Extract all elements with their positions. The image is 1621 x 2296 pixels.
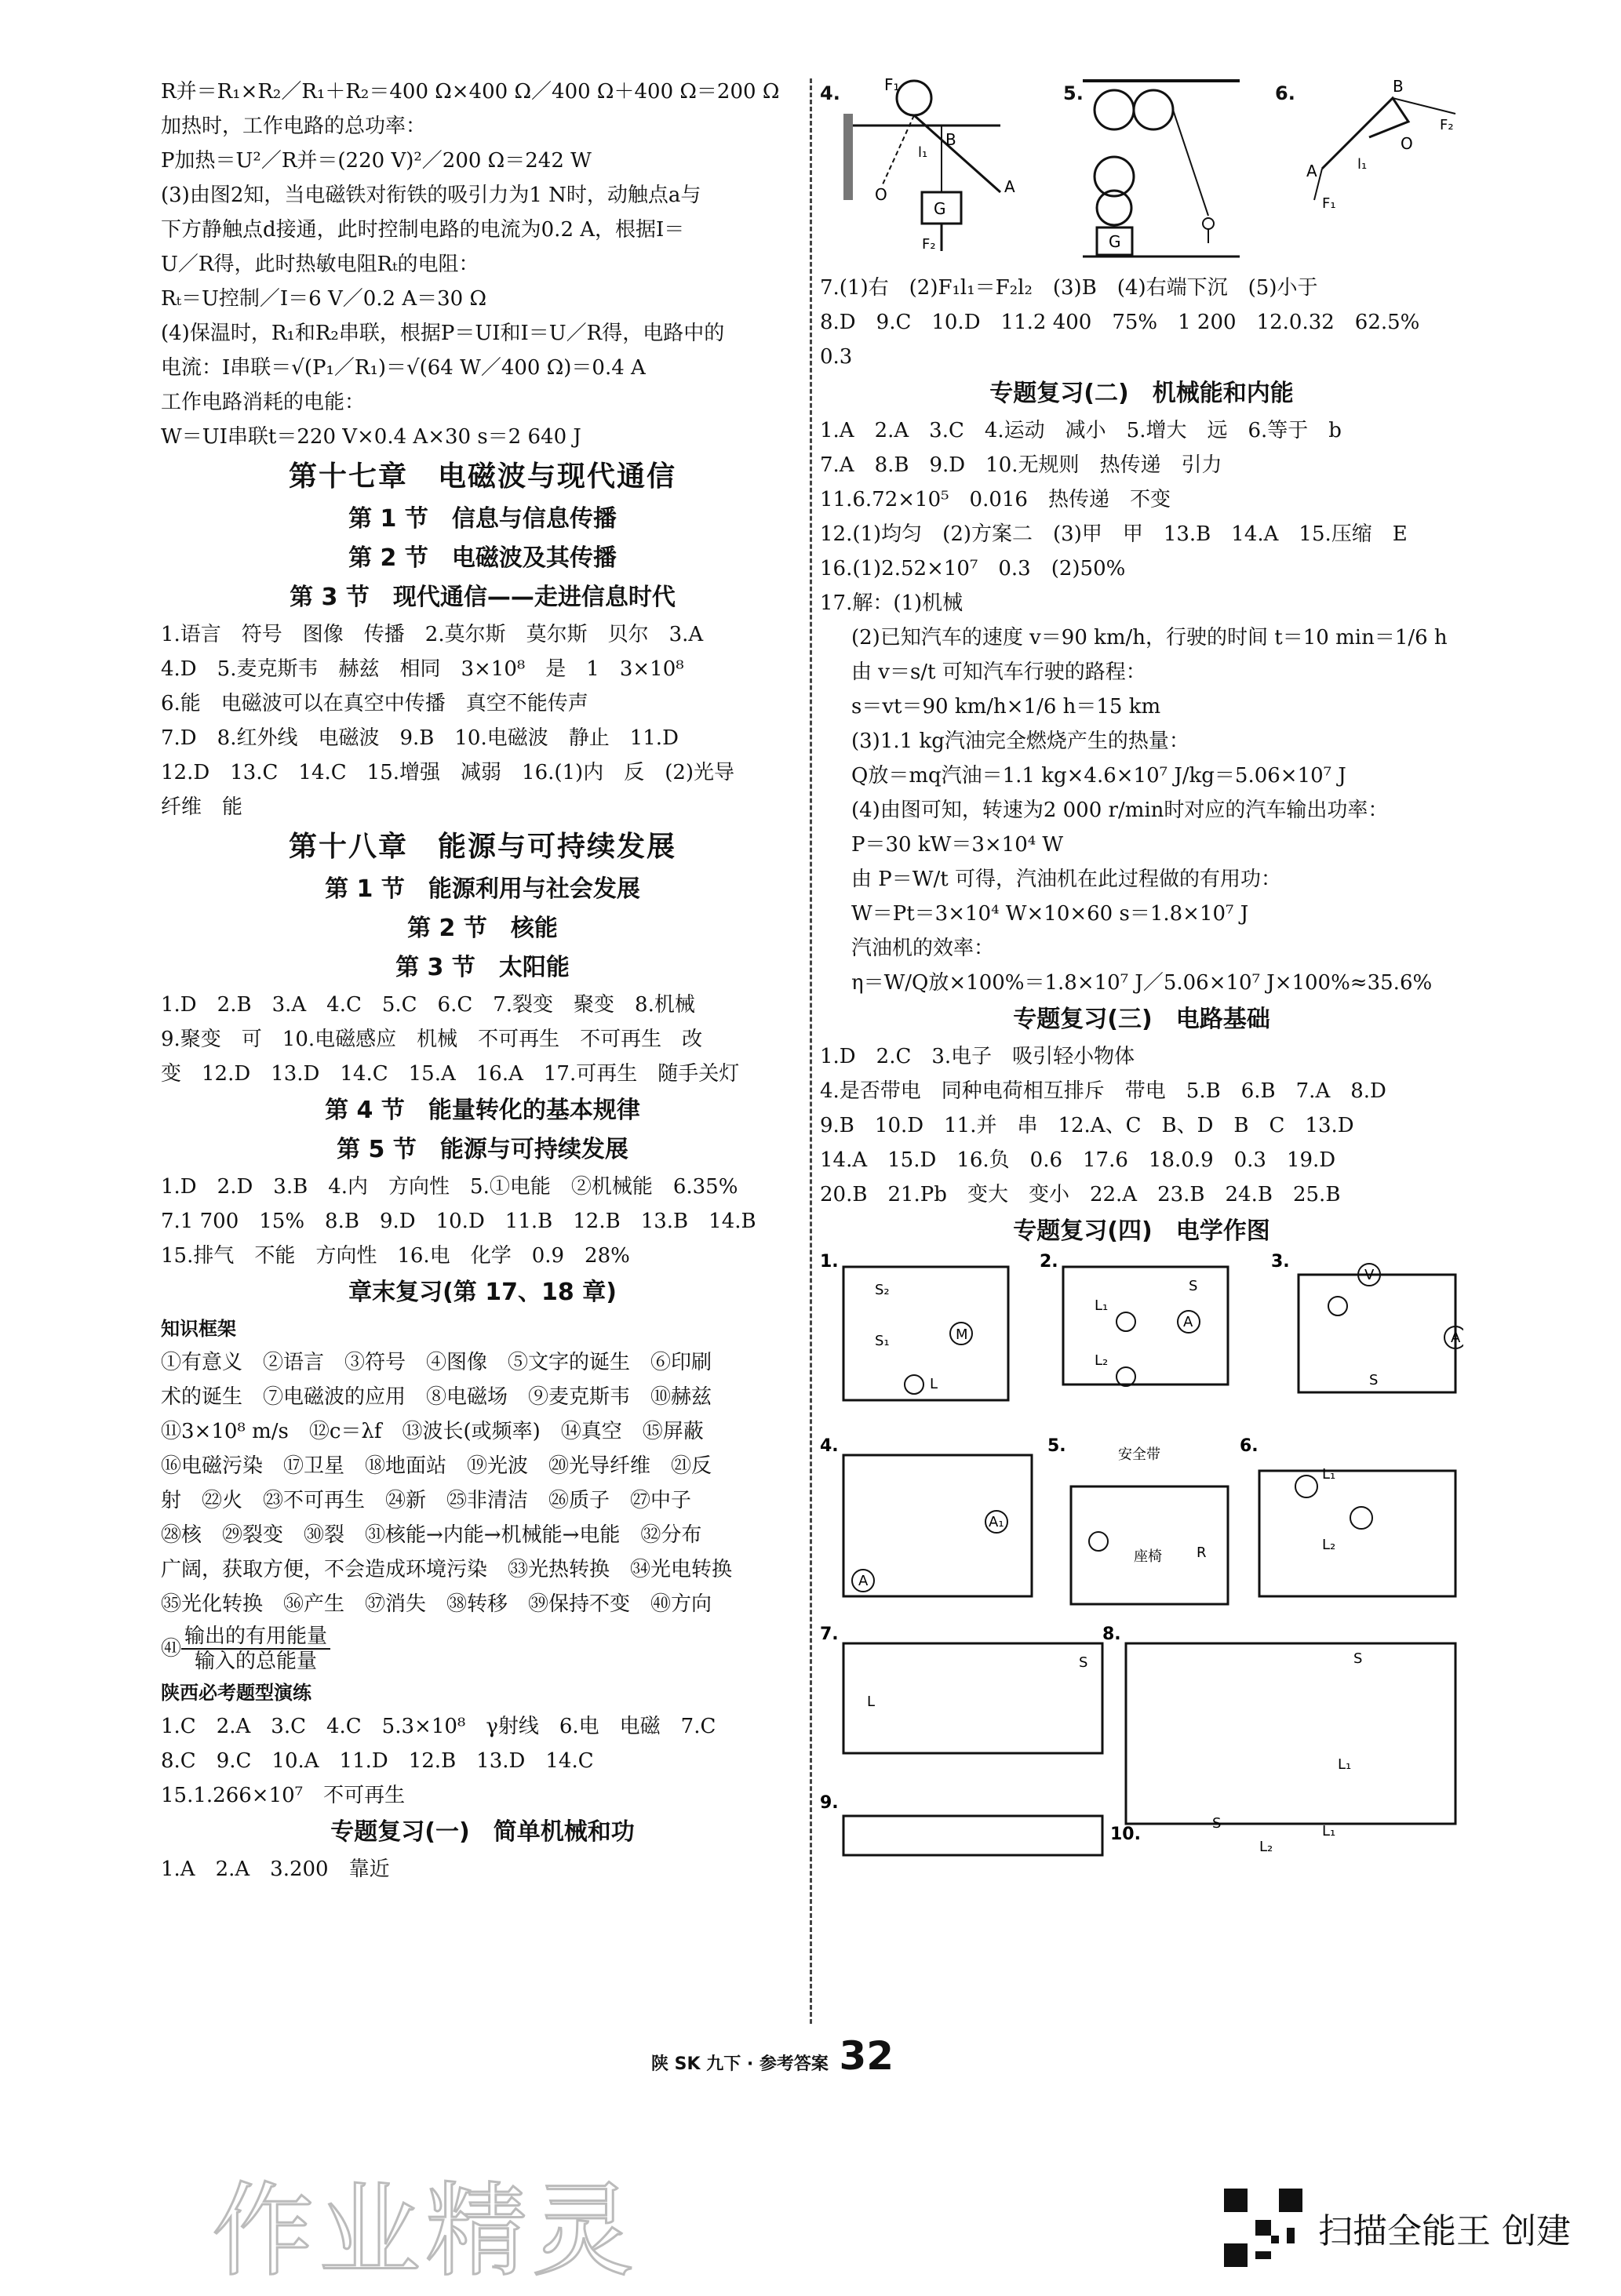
section-title: 第 2 节 电磁波及其传播 — [348, 544, 617, 572]
answer-line: 0.3 — [820, 345, 853, 369]
circuit-label: A — [858, 1573, 869, 1589]
circuit-label: L₁ — [1095, 1297, 1109, 1314]
answer-line: 7.D 8.红外线 电磁波 9.B 10.电磁波 静止 11.D — [161, 726, 679, 750]
calc-line: U／R得，此时热敏电阻Rₜ的电阻： — [161, 253, 479, 276]
answer-line: 15.1.266×10⁷ 不可再生 — [161, 1784, 406, 1807]
footer-label: 陕 SK 九下 · 参考答案 — [651, 2054, 829, 2074]
left-column — [161, 75, 804, 1887]
knowledge-framework-label: 知识框架 — [161, 1318, 236, 1340]
watermark: 作业精灵 — [212, 2171, 639, 2291]
qr-code-icon — [1224, 2189, 1302, 2267]
scanner-text: 扫描全能王 创建 — [1318, 2211, 1571, 2251]
section-title: 第 1 节 信息与信息传播 — [348, 505, 617, 533]
diagram-label: B — [945, 130, 956, 149]
calc-line: 工作电路消耗的电能： — [161, 391, 366, 414]
circuit-number: 6. — [1240, 1436, 1259, 1456]
knowledge-line: ㉘核 ㉙裂变 ㉚裂 ㉛核能→内能→机械能→电能 ㉜分布 — [161, 1523, 702, 1547]
circuit-label: L₂ — [1259, 1839, 1273, 1855]
scanner-badge — [1224, 2189, 1571, 2267]
answer-line: 1.D 2.C 3.电子 吸引轻小物体 — [820, 1045, 1135, 1068]
answer-line: 1.D 2.B 3.A 4.C 5.C 6.C 7.裂变 聚变 8.机械 — [161, 993, 695, 1017]
answer-line: W＝Pt＝3×10⁴ W×10×60 s＝1.8×10⁷ J — [851, 902, 1249, 926]
answer-line: 1.A 2.A 3.C 4.运动 减小 5.增大 远 6.等于 b — [820, 419, 1342, 442]
circuit-number: 7. — [820, 1625, 839, 1644]
section-title: 第 1 节 能源利用与社会发展 — [325, 875, 640, 903]
circuit-diagrams — [820, 1251, 1463, 1863]
circuit-label: A₁ — [989, 1514, 1004, 1530]
answer-line: s＝vt＝90 km/h×1/6 h＝15 km — [851, 695, 1161, 719]
circuit-label: A — [1183, 1314, 1193, 1330]
calc-line: (3)由图2知，当电磁铁对衔铁的吸引力为1 N时，动触点a与 — [161, 184, 701, 207]
lever-diagram-4 — [843, 75, 1040, 255]
lever-diagram-6 — [1291, 75, 1463, 231]
answer-line: 7.(1)右 (2)F₁l₁＝F₂l₂ (3)B (4)右端下沉 (5)小于 — [820, 276, 1318, 300]
circuit-number: 4. — [820, 1436, 839, 1456]
answer-line: 由 P＝W/t 可得，汽油机在此过程做的有用功： — [851, 868, 1281, 891]
diagram-label: F₂ — [922, 236, 936, 253]
calc-line: 下方静触点d接通，此时控制电路的电流为0.2 A，根据I＝ — [161, 218, 685, 242]
circuit-label: S₁ — [875, 1333, 890, 1349]
circuit-number: 1. — [820, 1252, 839, 1272]
knowledge-line: ㉟光化转换 ㊱产生 ㊲消失 ㊳转移 ㊴保持不变 ㊵方向 — [161, 1592, 712, 1616]
calc-line: Rₜ＝U控制／I＝6 V／0.2 A＝30 Ω — [161, 287, 487, 311]
answer-line: (2)已知汽车的速度 v＝90 km/h，行驶的时间 t＝10 min＝1/6 h — [851, 626, 1448, 650]
answer-line: 16.(1)2.52×10⁷ 0.3 (2)50% — [820, 557, 1126, 580]
circuit-number: 3. — [1271, 1252, 1290, 1272]
chapter-18-title: 第十八章 能源与可持续发展 — [288, 831, 676, 863]
topic-2-title: 专题复习(二) 机械能和内能 — [989, 380, 1294, 407]
topic-3-title: 专题复习(三) 电路基础 — [1013, 1006, 1270, 1033]
circuit-label: A — [1451, 1330, 1461, 1346]
calc-line: (4)保温时，R₁和R₂串联，根据P＝UI和I＝U／R得，电路中的 — [161, 322, 725, 345]
circuit-label: S — [1189, 1278, 1198, 1294]
diagram-label: l₁ — [918, 144, 928, 161]
answer-line: P＝30 kW＝3×10⁴ W — [851, 833, 1064, 857]
topic-4-title: 专题复习(四) 电学作图 — [1013, 1217, 1270, 1245]
section-title: 第 5 节 能源与可持续发展 — [337, 1136, 628, 1163]
topic-1-title: 专题复习(一) 简单机械和功 — [330, 1818, 635, 1846]
calc-line: R并＝R₁×R₂／R₁＋R₂＝400 Ω×400 Ω／400 Ω＋400 Ω＝200 Ω — [161, 80, 780, 104]
section-title: 第 3 节 太阳能 — [395, 954, 570, 981]
answer-line: 17.解：(1)机械 — [820, 591, 963, 615]
column-divider — [810, 78, 812, 2024]
circuit-label: L₂ — [1322, 1537, 1336, 1553]
page-number: 32 — [839, 2033, 894, 2079]
answer-line: 1.D 2.D 3.B 4.内 方向性 5.①电能 ②机械能 6.35% — [161, 1175, 738, 1199]
fraction-denominator: 输入的总能量 — [195, 1650, 318, 1673]
diagram-label: A — [1306, 162, 1317, 180]
answer-line: 6.能 电磁波可以在真空中传播 真空不能传声 — [161, 692, 588, 715]
pulley-diagram-5 — [1083, 75, 1255, 263]
diagram-label: F₁ — [1322, 195, 1336, 212]
section-title: 第 4 节 能量转化的基本规律 — [325, 1097, 640, 1124]
answer-line: 15.排气 不能 方向性 16.电 化学 0.9 28% — [161, 1244, 630, 1268]
knowledge-line: ⑪3×10⁸ m/s ⑫c＝λf ⑬波长(或频率) ⑭真空 ⑮屏蔽 — [161, 1420, 704, 1443]
knowledge-line: ①有意义 ②语言 ③符号 ④图像 ⑤文字的诞生 ⑥印刷 — [161, 1351, 712, 1374]
circuit-label: L₂ — [1095, 1352, 1109, 1369]
calc-line: 加热时，工作电路的总功率： — [161, 115, 427, 138]
answer-line: 9.B 10.D 11.并 串 12.A、C B、D B C 13.D — [820, 1114, 1354, 1137]
circuit-label: S₂ — [875, 1282, 890, 1298]
circuit-label: S — [1212, 1815, 1222, 1832]
circuit-label: S — [1353, 1650, 1363, 1667]
knowledge-line: ⑯电磁污染 ⑰卫星 ⑱地面站 ⑲光波 ⑳光导纤维 ㉑反 — [161, 1454, 712, 1478]
answer-line: 14.A 15.D 16.负 0.6 17.6 18.0.9 0.3 19.D — [820, 1148, 1336, 1172]
diagram-label: O — [1401, 134, 1413, 153]
diagram-label: O — [875, 185, 887, 204]
circuit-label: S — [1369, 1372, 1379, 1388]
diagram-label: F₂ — [1440, 117, 1454, 133]
figure-number: 4. — [820, 82, 840, 104]
circuit-label: L — [867, 1694, 876, 1710]
review-title: 章末复习(第 17、18 章) — [348, 1279, 617, 1306]
answer-line: 7.1 700 15% 8.B 9.D 10.D 11.B 12.B 13.B 14.B — [161, 1210, 756, 1233]
answer-line: 1.C 2.A 3.C 4.C 5.3×10⁸ γ射线 6.电 电磁 7.C — [161, 1715, 716, 1738]
circuit-label: L₁ — [1322, 1823, 1336, 1839]
shaanxi-practice-label: 陕西必考题型演练 — [161, 1682, 311, 1704]
circuit-label: L — [930, 1376, 938, 1392]
circuit-label: 安全带 — [1118, 1446, 1160, 1463]
answer-line: 9.聚变 可 10.电磁感应 机械 不可再生 不可再生 改 — [161, 1028, 703, 1051]
knowledge-line: 射 ㉒火 ㉓不可再生 ㉔新 ㉕非清洁 ㉖质子 ㉗中子 — [161, 1489, 692, 1512]
chapter-17-title: 第十七章 电磁波与现代通信 — [288, 460, 676, 493]
circuit-label: L₁ — [1338, 1756, 1352, 1773]
fraction-numerator: 输出的有用能量 — [181, 1625, 330, 1650]
answer-line: 20.B 21.Pb 变大 变小 22.A 23.B 24.B 25.B — [820, 1183, 1341, 1206]
efficiency-fraction — [181, 1625, 330, 1673]
circuit-label: L₁ — [1322, 1466, 1336, 1483]
circuit-number: 9. — [820, 1793, 839, 1813]
mechanics-figures — [820, 75, 1463, 271]
answer-line: 12.D 13.C 14.C 15.增强 减弱 16.(1)内 反 (2)光导 — [161, 761, 735, 784]
answer-line: 11.6.72×10⁵ 0.016 热传递 不变 — [820, 488, 1171, 511]
diagram-label: A — [1004, 177, 1015, 196]
answer-line: 由 v＝s/t 可知汽车行驶的路程： — [851, 660, 1146, 684]
circuit-label: V — [1364, 1267, 1375, 1283]
circuit-number: 10. — [1110, 1825, 1141, 1844]
circuit-number: 2. — [1040, 1252, 1058, 1272]
answer-line: 7.A 8.B 9.D 10.无规则 热传递 引力 — [820, 453, 1222, 477]
figure-number: 6. — [1275, 82, 1295, 104]
right-column — [820, 75, 1463, 1866]
calc-line: P加热＝U²／R并＝(220 V)²／200 Ω＝242 W — [161, 149, 592, 173]
diagram-label: B — [1393, 77, 1404, 96]
circuit-label: 座椅 — [1134, 1548, 1162, 1565]
answer-line: 4.D 5.麦克斯韦 赫兹 相同 3×10⁸ 是 1 3×10⁸ — [161, 657, 684, 681]
answer-line: 4.是否带电 同种电荷相互排斥 带电 5.B 6.B 7.A 8.D — [820, 1079, 1386, 1103]
diagram-label: G — [1109, 232, 1121, 251]
circuit-number: 5. — [1047, 1436, 1066, 1456]
section-title: 第 2 节 核能 — [407, 915, 558, 942]
figure-number: 5. — [1063, 82, 1084, 104]
answer-line: 8.D 9.C 10.D 11.2 400 75% 1 200 12.0.32 62.5% — [820, 311, 1420, 334]
knowledge-line: 术的诞生 ⑦电磁波的应用 ⑧电磁场 ⑨麦克斯韦 ⑩赫兹 — [161, 1385, 712, 1409]
answer-line: Q放＝mq汽油＝1.1 kg×4.6×10⁷ J/kg＝5.06×10⁷ J — [851, 764, 1346, 788]
circuit-label: M — [956, 1326, 968, 1343]
circuit-number: 8. — [1102, 1625, 1121, 1644]
circuit-label: R — [1197, 1545, 1207, 1561]
diagram-label: F₁ — [884, 75, 900, 94]
section-title: 第 3 节 现代通信——走进信息时代 — [290, 584, 676, 611]
calc-line: W＝UI串联t＝220 V×0.4 A×30 s＝2 640 J — [161, 425, 581, 449]
answer-line: 12.(1)均匀 (2)方案二 (3)甲 甲 13.B 14.A 15.压缩 E — [820, 522, 1408, 546]
answer-line: (3)1.1 kg汽油完全燃烧产生的热量： — [851, 730, 1189, 753]
answer-line: 1.语言 符号 图像 传播 2.莫尔斯 莫尔斯 贝尔 3.A — [161, 623, 704, 646]
knowledge-fraction-line — [161, 1621, 804, 1676]
answer-line: η＝W/Q放×100%＝1.8×10⁷ J／5.06×10⁷ J×100%≈35.6% — [851, 971, 1433, 995]
knowledge-item-number: ㊶ — [161, 1637, 182, 1661]
page-footer — [651, 2033, 894, 2079]
diagram-label: l₁ — [1357, 156, 1368, 173]
answer-line: 变 12.D 13.D 14.C 15.A 16.A 17.可再生 随手关灯 — [161, 1062, 740, 1086]
answer-line: 1.A 2.A 3.200 靠近 — [161, 1858, 390, 1881]
answer-line: 8.C 9.C 10.A 11.D 12.B 13.D 14.C — [161, 1749, 594, 1773]
answer-line: (4)由图可知，转速为2 000 r/min时对应的汽车输出功率： — [851, 799, 1389, 822]
circuit-label: S — [1079, 1654, 1088, 1671]
answer-line: 纤维 能 — [161, 795, 243, 819]
knowledge-line: 广阔，获取方便，不会造成环境污染 ㉝光热转换 ㉞光电转换 — [161, 1558, 733, 1581]
diagram-label: G — [934, 199, 946, 218]
answer-line: 汽油机的效率： — [851, 937, 995, 960]
calc-line: 电流：I串联＝√(P₁／R₁)＝√(64 W／400 Ω)＝0.4 A — [161, 356, 646, 380]
